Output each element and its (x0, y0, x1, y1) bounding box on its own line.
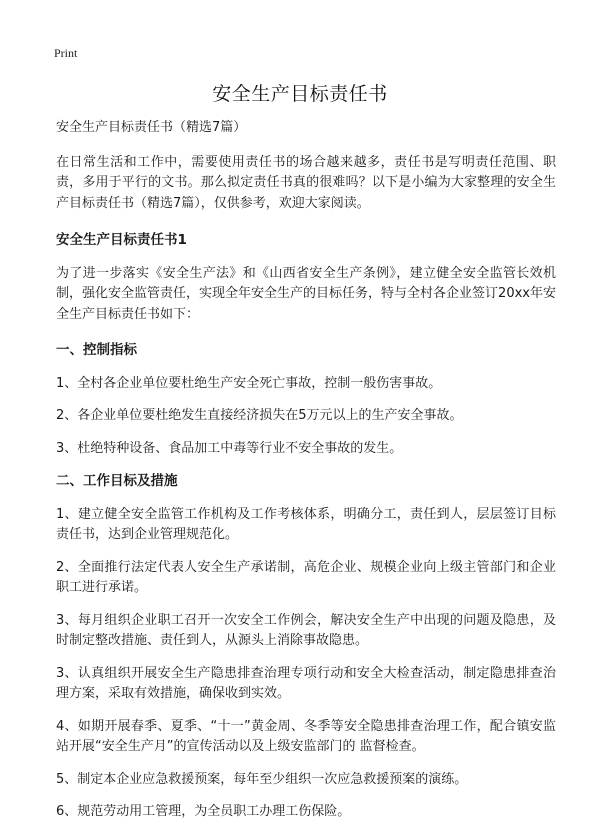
print-link[interactable]: Print (54, 46, 78, 60)
intro-paragraph: 在日常生活和工作中，需要使用责任书的场合越来越多，责任书是写明责任范围、职责，多用于平行的文书。那么拟定责任书真的很难吗？以下是小编为大家整理的安全生产目标责任书（精选7篇），仅供参考，欢迎大家阅读。 (56, 154, 556, 211)
section-intro-paragraph: 为了进一步落实《安全生产法》和《山西省安全生产条例》，建立健全安全监管长效机制，强化安全监管责任，实现全年安全生产的目标任务，特与全村各企业签订20xx年安全生产目标责任书如下： (56, 265, 556, 322)
section-heading: 安全生产目标责任书1 (56, 232, 187, 248)
list-item: 6、规范劳动用工管理，为全员职工办理工伤保险。 (56, 804, 351, 819)
list-item: 1、全村各企业单位要杜绝生产安全死亡事故，控制一般伤害事故。 (56, 375, 442, 391)
list-item: 5、制定本企业应急救援预案，每年至少组织一次应急救援预案的演练。 (56, 771, 468, 787)
document-body (56, 118, 556, 835)
part1-heading: 一、控制指标 (56, 342, 137, 358)
list-item: 1、建立健全安全监管工作机构及工作考核体系，明确分工，责任到人，层层签订目标责任书，达到企业管理规范化。 (56, 506, 556, 542)
list-item: 3、认真组织开展安全生产隐患排查治理专项行动和安全大检查活动，制定隐患排查治理方案，采取有效措施，确保收到实效。 (56, 665, 556, 701)
list-item: 3、杜绝特种设备、食品加工中毒等行业不安全事故的发生。 (56, 440, 403, 456)
list-item: 3、每月组织企业职工召开一次安全工作例会，解决安全生产中出现的问题及隐患，及时制定整改措施、责任到人，从源头上消除事故隐患。 (56, 612, 556, 648)
list-item: 4、如期开展春季、夏季、“十一”黄金周、冬季等安全隐患排查治理工作，配合镇安监站开展“安全生产月”的宣传活动以及上级安监部门的 监督检查。 (56, 718, 556, 754)
list-item: 2、全面推行法定代表人安全生产承诺制，高危企业、规模企业向上级主管部门和企业职工进行承诺。 (56, 559, 556, 595)
page-title: 安全生产目标责任书 (212, 83, 388, 105)
part2-heading: 二、工作目标及措施 (56, 473, 178, 489)
list-item: 2、各企业单位要杜绝发生直接经济损失在5万元以上的生产安全事故。 (56, 408, 463, 423)
document-subtitle: 安全生产目标责任书（精选7篇） (56, 120, 247, 135)
